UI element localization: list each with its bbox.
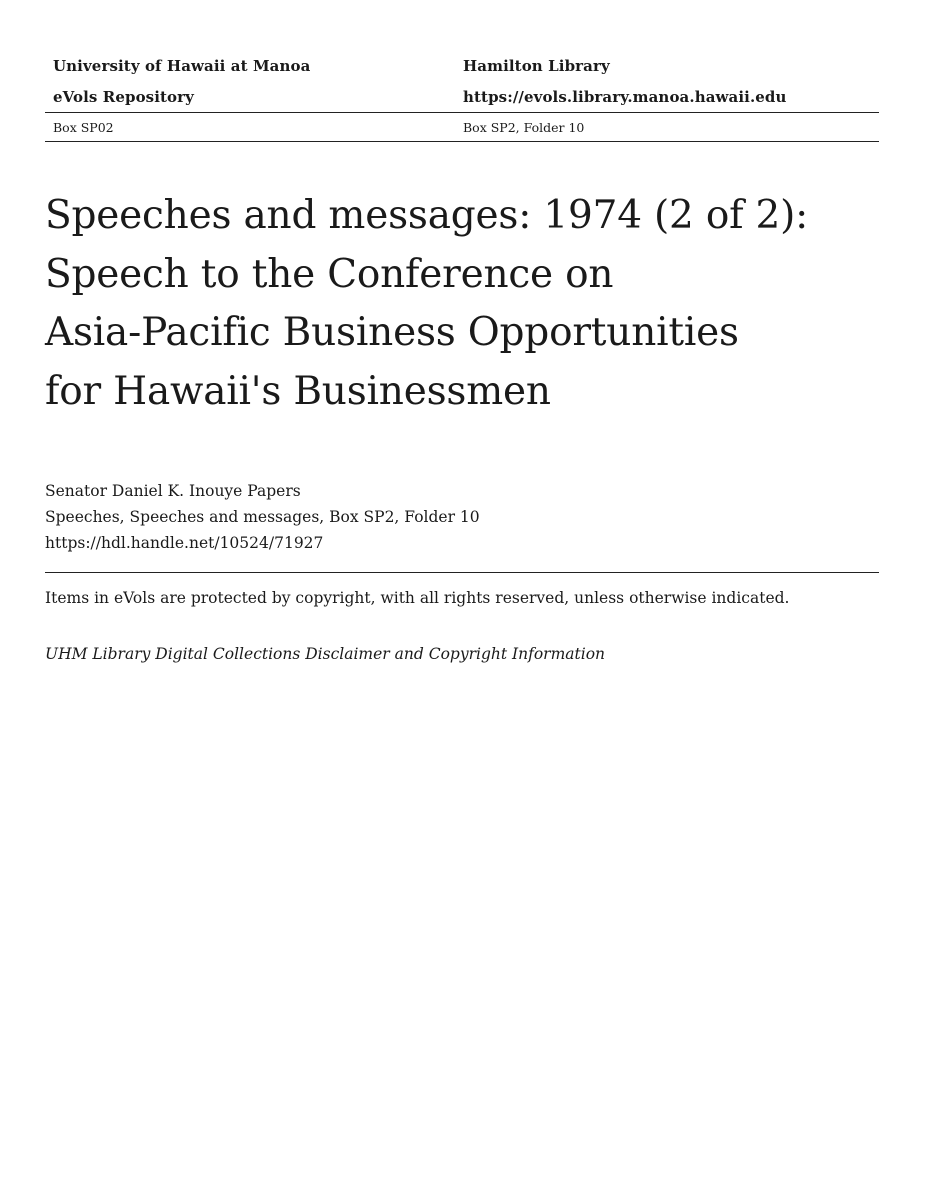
header-bottom-divider [45, 141, 879, 142]
collection-name: Senator Daniel K. Inouye Papers [45, 482, 301, 500]
copyright-notice: Items in eVols are protected by copyright, with all rights reserved, unless otherwise indicated. [45, 589, 790, 607]
header-row-3 [45, 113, 879, 141]
institution-name: University of Hawaii at Manoa [53, 56, 311, 75]
document-header [45, 50, 879, 142]
series-path: Speeches, Speeches and messages, Box SP2, Folder 10 [45, 508, 480, 526]
title-line: Asia-Pacific Business Opportunities [45, 310, 739, 355]
document-metadata [45, 478, 480, 556]
title-line: Speech to the Conference on [45, 251, 614, 297]
section-divider [45, 572, 879, 573]
header-row-2 [45, 81, 879, 112]
title-line: Speeches and messages: 1974 (2 of 2): [45, 193, 809, 238]
repository-url-link[interactable]: https://evols.library.manoa.hawaii.edu [463, 87, 787, 106]
box-label-left: Box SP02 [53, 119, 114, 135]
repository-name: eVols Repository [53, 87, 194, 106]
disclaimer-link[interactable]: UHM Library Digital Collections Disclaimer and Copyright Information [45, 645, 606, 663]
document-title [45, 187, 879, 421]
library-name: Hamilton Library [463, 56, 610, 75]
header-row-1 [45, 50, 879, 81]
handle-link[interactable]: https://hdl.handle.net/10524/71927 [45, 534, 324, 552]
title-line: for Hawaii's Businessmen [45, 368, 551, 414]
box-label-right: Box SP2, Folder 10 [463, 119, 585, 135]
